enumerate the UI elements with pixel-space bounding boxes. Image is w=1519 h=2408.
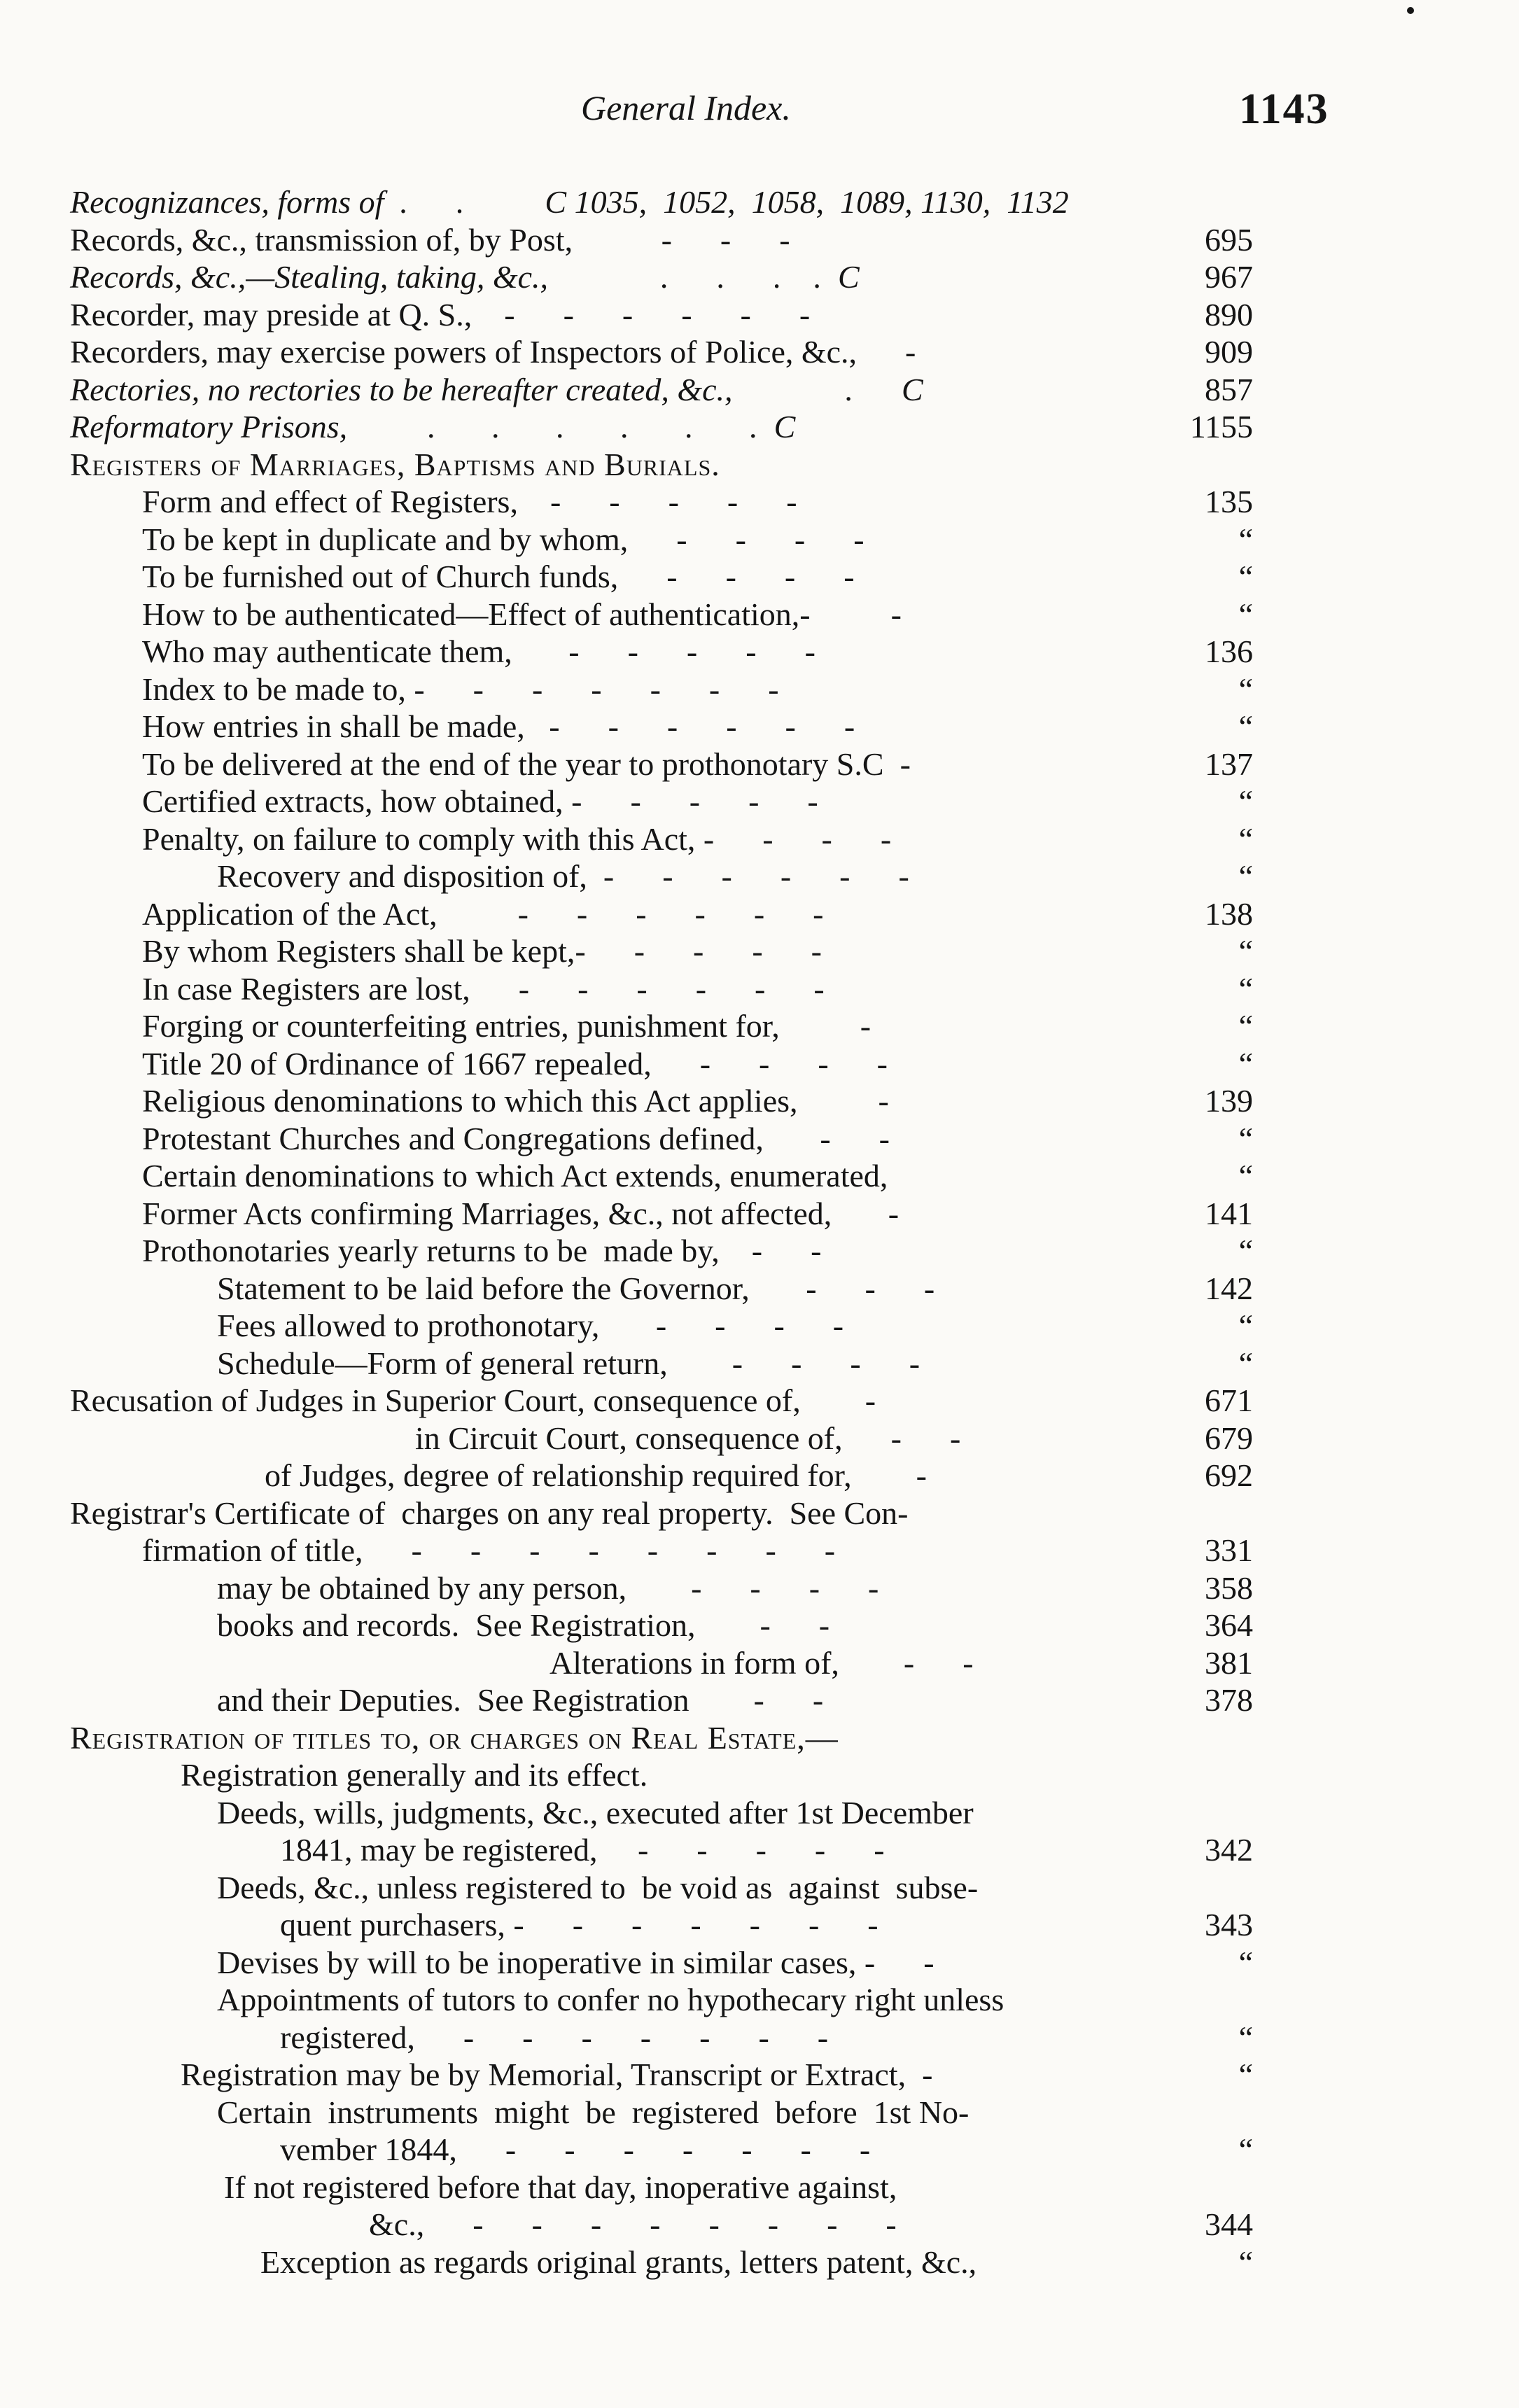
index-entry (0, 1606, 1519, 1644)
entry-text: To be kept in duplicate and by whom, - - - - (142, 521, 864, 557)
entry-page-ref: “ (1238, 820, 1253, 857)
entry-text: Certain instruments might be registered before 1st No- (217, 2094, 969, 2130)
index-entry (0, 1532, 1519, 1569)
entry-text: registered, - - - - - - - (280, 2019, 829, 2055)
index-entry (0, 895, 1519, 933)
index-entry (0, 1906, 1519, 1944)
entry-text: Exception as regards original grants, letters patent, &c., (260, 2244, 977, 2280)
index-entry (0, 2094, 1519, 2132)
entry-text: Registration of titles to, or charges on Real Estate,— (70, 1719, 839, 1756)
entry-text: To be furnished out of Church funds, - - - - (142, 559, 855, 594)
entry-page-ref: 138 (1205, 895, 1253, 932)
index-entry (0, 1120, 1519, 1158)
entry-page-ref: “ (1238, 1120, 1253, 1156)
entry-page-ref: “ (1238, 783, 1253, 819)
entry-page-ref: “ (1238, 970, 1253, 1007)
index-entry (0, 258, 1519, 296)
entry-text: Fees allowed to prothonotary, - - - - (217, 1308, 844, 1343)
entry-page-ref: “ (1238, 671, 1253, 707)
entry-page-ref: 857 (1205, 371, 1253, 407)
entry-text: If not registered before that day, inoperative against, (224, 2169, 897, 2205)
entry-page-ref: 967 (1205, 259, 1253, 295)
entry-text: of Judges, degree of relationship required for, - (265, 1457, 927, 1493)
index-entry (0, 1195, 1519, 1233)
index-entry (0, 1569, 1519, 1607)
index-entry (0, 408, 1519, 446)
entry-page-ref: 679 (1205, 1420, 1253, 1456)
entry-text: 1841, may be registered, - - - - - (280, 1832, 885, 1868)
entry-text: Reformatory Prisons, . . . . . . C (70, 409, 796, 444)
entry-text: Who may authenticate them, - - - - - (142, 634, 816, 669)
entry-page-ref: 343 (1205, 1907, 1253, 1942)
entry-text: Schedule—Form of general return, - - - - (217, 1345, 920, 1381)
entry-text: quent purchasers, - - - - - - - (280, 1907, 878, 1942)
entry-text: Religious denominations to which this Act applies, - (142, 1083, 889, 1119)
entry-text: How entries in shall be made, - - - - - - (142, 708, 855, 744)
entry-page-ref: “ (1238, 1045, 1253, 1082)
index-entry (0, 483, 1519, 521)
entry-text: Form and effect of Registers, - - - - - (142, 484, 797, 519)
index-entry (0, 2131, 1519, 2169)
entry-page-ref: “ (1238, 933, 1253, 969)
index-entry (0, 858, 1519, 895)
index-entry (0, 1869, 1519, 1907)
entry-page-ref: “ (1238, 2244, 1253, 2280)
entry-text: Alterations in form of, - - (550, 1644, 974, 1681)
index-entry (0, 1232, 1519, 1270)
entry-text: Certain denominations to which Act extends, enumerated, (142, 1158, 888, 1194)
entry-text: How to be authenticated—Effect of authentication,- - (142, 596, 902, 632)
entry-page-ref: “ (1238, 559, 1253, 594)
index-entry (0, 1794, 1519, 1832)
entry-text: Deeds, wills, judgments, &c., executed after 1st December (217, 1794, 974, 1830)
index-entry (0, 820, 1519, 858)
entry-page-ref: “ (1238, 708, 1253, 744)
entry-page-ref: “ (1238, 1345, 1253, 1381)
index-entry (0, 1157, 1519, 1195)
index-entry (0, 1944, 1519, 1982)
entry-text: Registration may be by Memorial, Transcript or Extract, - (181, 2057, 933, 2092)
entry-page-ref: 695 (1205, 221, 1253, 258)
entry-text: Title 20 of Ordinance of 1667 repealed, - - - - (142, 1045, 888, 1082)
entry-text: &c., - - - - - - - - (369, 2206, 897, 2242)
index-entry (0, 183, 1519, 221)
entry-text: Records, &c.,—Stealing, taking, &c., . . . . C (70, 259, 860, 295)
entry-text: Appointments of tutors to confer no hypothecary right unless (217, 1982, 1004, 2017)
index-entry (0, 1756, 1519, 1794)
entry-page-ref: “ (1238, 2132, 1253, 2167)
entry-text: By whom Registers shall be kept,- - - - - (142, 933, 822, 969)
entry-text: Registrar's Certificate of charges on any real property. See Con- (70, 1494, 909, 1531)
entry-page-ref: 358 (1205, 1569, 1253, 1606)
index-entry (0, 1270, 1519, 1308)
entry-text: Deeds, &c., unless registered to be void as against subse- (217, 1869, 979, 1905)
index-entry (0, 333, 1519, 371)
index-entry (0, 2244, 1519, 2281)
entry-text: Recusation of Judges in Superior Court, consequence of, - (70, 1382, 876, 1418)
page-number: 1143 (1239, 85, 1329, 133)
index-entry (0, 1494, 1519, 1532)
entry-page-ref: 692 (1205, 1457, 1253, 1493)
entry-text: vember 1844, - - - - - - - (280, 2132, 871, 2167)
entry-text: may be obtained by any person, - - - - (217, 1569, 879, 1606)
entry-text: Rectories, no rectories to be hereafter created, &c., . C (70, 371, 923, 407)
entry-page-ref: “ (1238, 1944, 1253, 1980)
entry-page-ref: “ (1238, 1308, 1253, 1343)
index-entry (0, 1719, 1519, 1757)
entry-text: and their Deputies. See Registration - - (217, 1682, 824, 1718)
entry-text: In case Registers are lost, - - - - - - (142, 970, 825, 1007)
entry-text: Recorders, may exercise powers of Inspectors of Police, &c., - (70, 334, 916, 370)
entry-page-ref: 344 (1205, 2206, 1253, 2242)
index-entry (0, 1045, 1519, 1083)
entry-text: Recovery and disposition of, - - - - - - (217, 858, 909, 894)
running-title: General Index. (581, 88, 791, 127)
entry-text: Statement to be laid before the Governor, - - - (217, 1270, 935, 1306)
entry-text: Protestant Churches and Congregations defined, - - (142, 1120, 890, 1156)
index-entry (0, 371, 1519, 409)
index-entry (0, 2056, 1519, 2094)
entry-text: firmation of title, - - - - - - - - (142, 1532, 836, 1568)
index-entry (0, 296, 1519, 334)
entry-text: Registers of Marriages, Baptisms and Burials. (70, 446, 720, 482)
entry-page-ref: “ (1238, 2019, 1253, 2055)
entry-text: Penalty, on failure to comply with this Act, - - - - (142, 820, 892, 857)
index-entry (0, 521, 1519, 559)
entry-page-ref: “ (1238, 1158, 1253, 1194)
entry-page-ref: 890 (1205, 296, 1253, 332)
entry-text: Recognizances, forms of . . C 1035, 1052, 1058, 1089, 1130, 1132 (70, 184, 1069, 220)
entry-page-ref: 331 (1205, 1532, 1253, 1568)
index-entry (0, 2206, 1519, 2244)
entry-text: Registration generally and its effect. (181, 1757, 648, 1793)
index-entry (0, 1981, 1519, 2019)
entry-page-ref: 381 (1205, 1644, 1253, 1681)
entry-text: Former Acts confirming Marriages, &c., not affected, - (142, 1195, 899, 1231)
entry-page-ref: 141 (1205, 1195, 1253, 1231)
index-entry (0, 2019, 1519, 2057)
entry-page-ref: 378 (1205, 1682, 1253, 1718)
entry-text: Certified extracts, how obtained, - - - - - (142, 783, 818, 819)
index-entry (0, 1457, 1519, 1494)
entry-page-ref: 137 (1205, 746, 1253, 782)
index-entry (0, 1420, 1519, 1457)
entry-page-ref: 671 (1205, 1382, 1253, 1418)
entry-page-ref: “ (1238, 596, 1253, 632)
entry-page-ref: “ (1238, 2057, 1253, 2092)
page-header (0, 85, 1519, 144)
index-entry (0, 596, 1519, 634)
index-entry (0, 671, 1519, 708)
entry-text: Devises by will to be inoperative in similar cases, - - (217, 1944, 934, 1980)
index-entry (0, 1382, 1519, 1420)
entry-page-ref: 142 (1205, 1270, 1253, 1306)
index-entry (0, 1644, 1519, 1682)
index-entry (0, 970, 1519, 1008)
entry-page-ref: 1155 (1189, 409, 1253, 444)
entry-text: books and records. See Registration, - - (217, 1607, 830, 1643)
entry-page-ref: 135 (1205, 484, 1253, 519)
entry-page-ref: “ (1238, 1008, 1253, 1044)
index-entry (0, 558, 1519, 596)
entry-text: Records, &c., transmission of, by Post, - - - (70, 221, 790, 258)
entry-page-ref: “ (1238, 1233, 1253, 1268)
entry-text: in Circuit Court, consequence of, - - (415, 1420, 961, 1456)
entry-text: To be delivered at the end of the year to prothonotary S.C - (142, 746, 911, 782)
index-entry (0, 2169, 1519, 2206)
index-entry (0, 221, 1519, 259)
ink-dot (1407, 7, 1414, 14)
entry-page-ref: 342 (1205, 1832, 1253, 1868)
entry-page-ref: 139 (1205, 1083, 1253, 1119)
entry-page-ref: 136 (1205, 634, 1253, 669)
index-entry (0, 708, 1519, 746)
entry-page-ref: 909 (1205, 334, 1253, 370)
entry-page-ref: “ (1238, 858, 1253, 894)
entry-page-ref: 364 (1205, 1607, 1253, 1643)
index-entry (0, 1307, 1519, 1345)
index-entry (0, 932, 1519, 970)
entry-text: Prothonotaries yearly returns to be made by, - - (142, 1233, 822, 1268)
entry-page-ref: “ (1238, 521, 1253, 557)
index-entry (0, 1831, 1519, 1869)
index-entry (0, 1082, 1519, 1120)
entry-text: Forging or counterfeiting entries, punishment for, - (142, 1008, 872, 1044)
index-entry (0, 1345, 1519, 1382)
index-entry (0, 446, 1519, 484)
entry-text: Index to be made to, - - - - - - - (142, 671, 779, 707)
index-entry (0, 1681, 1519, 1719)
index-entry (0, 746, 1519, 783)
entry-text: Recorder, may preside at Q. S., - - - - - - (70, 296, 811, 332)
index-entry (0, 633, 1519, 671)
index-entries (0, 183, 1519, 2281)
index-entry (0, 1007, 1519, 1045)
entry-text: Application of the Act, - - - - - - (142, 895, 824, 932)
index-entry (0, 783, 1519, 820)
